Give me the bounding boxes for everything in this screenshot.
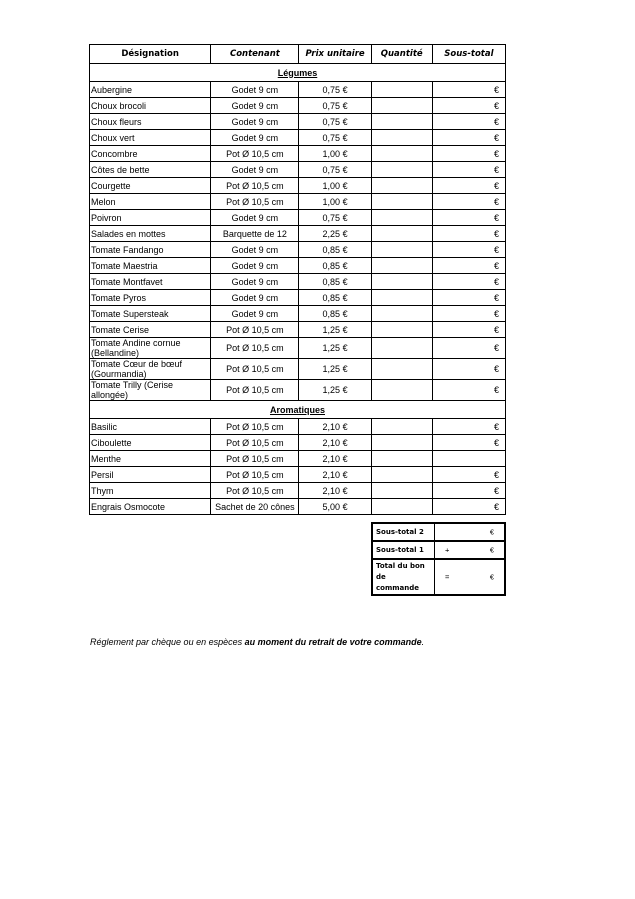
cell-designation: Persil — [90, 467, 211, 483]
cell-designation: Tomate Cœur de bœuf (Gourmandia) — [90, 359, 211, 380]
cell-prix-unitaire: 0,75 € — [299, 98, 371, 114]
cell-quantite[interactable] — [371, 226, 432, 242]
header-row — [90, 45, 506, 64]
subtotal-1-row — [372, 541, 505, 559]
cell-prix-unitaire: 0,75 € — [299, 162, 371, 178]
cell-prix-unitaire: 0,85 € — [299, 274, 371, 290]
table-row — [90, 290, 506, 306]
subtotal-2-currency: € — [489, 527, 494, 537]
cell-designation: Menthe — [90, 451, 211, 467]
table-row — [90, 114, 506, 130]
table-row — [90, 242, 506, 258]
cell-quantite[interactable] — [371, 114, 432, 130]
cell-prix-unitaire: 1,00 € — [299, 146, 371, 162]
cell-designation: Ciboulette — [90, 435, 211, 451]
aromatiques-section — [90, 401, 506, 515]
legumes-section — [90, 64, 506, 401]
cell-sous-total: € — [432, 322, 505, 338]
table-row — [90, 483, 506, 499]
cell-designation: Basilic — [90, 419, 211, 435]
cell-quantite[interactable] — [371, 499, 432, 515]
cell-contenant: Pot Ø 10,5 cm — [211, 146, 299, 162]
table-row — [90, 274, 506, 290]
order-table — [89, 44, 506, 515]
cell-sous-total: € — [432, 274, 505, 290]
cell-sous-total: € — [432, 82, 505, 98]
cell-contenant: Godet 9 cm — [211, 114, 299, 130]
cell-contenant: Pot Ø 10,5 cm — [211, 435, 299, 451]
header-prix-unitaire: Prix unitaire — [299, 45, 371, 64]
cell-prix-unitaire: 1,00 € — [299, 194, 371, 210]
header-sous-total: Sous-total — [432, 45, 505, 64]
cell-quantite[interactable] — [371, 435, 432, 451]
cell-sous-total: € — [432, 306, 505, 322]
cell-sous-total: € — [432, 499, 505, 515]
cell-sous-total: € — [432, 194, 505, 210]
cell-contenant: Godet 9 cm — [211, 258, 299, 274]
total-currency: € — [489, 572, 494, 582]
cell-quantite[interactable] — [371, 451, 432, 467]
cell-designation: Tomate Maestria — [90, 258, 211, 274]
table-row — [90, 419, 506, 435]
cell-contenant: Pot Ø 10,5 cm — [211, 467, 299, 483]
cell-prix-unitaire: 0,85 € — [299, 290, 371, 306]
cell-designation: Engrais Osmocote — [90, 499, 211, 515]
cell-quantite[interactable] — [371, 162, 432, 178]
cell-prix-unitaire: 0,85 € — [299, 242, 371, 258]
table-row — [90, 82, 506, 98]
table-row — [90, 306, 506, 322]
cell-sous-total: € — [432, 338, 505, 359]
cell-prix-unitaire: 1,25 € — [299, 380, 371, 401]
cell-sous-total: € — [432, 178, 505, 194]
cell-contenant: Godet 9 cm — [211, 210, 299, 226]
total-value[interactable] — [435, 559, 506, 595]
cell-quantite[interactable] — [371, 380, 432, 401]
cell-contenant: Godet 9 cm — [211, 162, 299, 178]
cell-designation: Côtes de bette — [90, 162, 211, 178]
cell-sous-total: € — [432, 146, 505, 162]
cell-prix-unitaire: 0,85 € — [299, 258, 371, 274]
cell-prix-unitaire: 0,75 € — [299, 210, 371, 226]
cell-sous-total: € — [432, 162, 505, 178]
subtotal-2-value[interactable] — [435, 523, 506, 541]
cell-prix-unitaire: 2,10 € — [299, 467, 371, 483]
cell-contenant: Godet 9 cm — [211, 98, 299, 114]
cell-designation: Choux vert — [90, 130, 211, 146]
cell-sous-total: € — [432, 114, 505, 130]
totals-box — [371, 522, 506, 596]
cell-quantite[interactable] — [371, 290, 432, 306]
cell-contenant: Barquette de 12 — [211, 226, 299, 242]
cell-designation: Tomate Pyros — [90, 290, 211, 306]
cell-quantite[interactable] — [371, 82, 432, 98]
cell-prix-unitaire: 1,00 € — [299, 178, 371, 194]
cell-prix-unitaire: 0,75 € — [299, 130, 371, 146]
cell-sous-total: € — [432, 359, 505, 380]
cell-prix-unitaire: 2,10 € — [299, 435, 371, 451]
cell-quantite[interactable] — [371, 242, 432, 258]
subtotal-1-value[interactable] — [435, 541, 506, 559]
cell-designation: Courgette — [90, 178, 211, 194]
cell-quantite[interactable] — [371, 467, 432, 483]
cell-prix-unitaire: 2,25 € — [299, 226, 371, 242]
table-row — [90, 226, 506, 242]
subtotal-1-currency: € — [489, 545, 494, 555]
cell-contenant: Godet 9 cm — [211, 290, 299, 306]
cell-designation: Choux brocoli — [90, 98, 211, 114]
subtotal-2-row — [372, 523, 505, 541]
table-row — [90, 162, 506, 178]
table-row — [90, 130, 506, 146]
cell-designation: Aubergine — [90, 82, 211, 98]
cell-quantite[interactable] — [371, 322, 432, 338]
cell-quantite[interactable] — [371, 483, 432, 499]
cell-prix-unitaire: 1,25 € — [299, 359, 371, 380]
cell-contenant: Pot Ø 10,5 cm — [211, 483, 299, 499]
table-row — [90, 194, 506, 210]
cell-prix-unitaire: 0,75 € — [299, 114, 371, 130]
cell-quantite[interactable] — [371, 210, 432, 226]
cell-contenant: Pot Ø 10,5 cm — [211, 380, 299, 401]
cell-contenant: Godet 9 cm — [211, 130, 299, 146]
payment-note-emphasis: au moment du retrait de votre commande — [244, 637, 422, 647]
cell-designation: Tomate Supersteak — [90, 306, 211, 322]
cell-quantite[interactable] — [371, 178, 432, 194]
cell-sous-total: € — [432, 98, 505, 114]
cell-designation: Salades en mottes — [90, 226, 211, 242]
table-row — [90, 258, 506, 274]
cell-contenant: Godet 9 cm — [211, 82, 299, 98]
cell-designation: Tomate Fandango — [90, 242, 211, 258]
cell-prix-unitaire: 0,85 € — [299, 306, 371, 322]
header-quantite: Quantité — [371, 45, 432, 64]
cell-sous-total: € — [432, 210, 505, 226]
cell-contenant: Pot Ø 10,5 cm — [211, 338, 299, 359]
table-row — [90, 146, 506, 162]
cell-quantite[interactable] — [371, 98, 432, 114]
cell-contenant: Godet 9 cm — [211, 274, 299, 290]
cell-sous-total: € — [432, 467, 505, 483]
cell-sous-total — [432, 451, 505, 467]
table-row — [90, 499, 506, 515]
cell-sous-total: € — [432, 242, 505, 258]
cell-quantite[interactable] — [371, 306, 432, 322]
cell-prix-unitaire: 2,10 € — [299, 483, 371, 499]
subtotal-1-label: Sous-total 1 — [372, 541, 435, 559]
cell-contenant: Pot Ø 10,5 cm — [211, 194, 299, 210]
cell-prix-unitaire: 2,10 € — [299, 451, 371, 467]
cell-contenant: Pot Ø 10,5 cm — [211, 419, 299, 435]
table-row — [90, 451, 506, 467]
table-row — [90, 322, 506, 338]
subtotal-2-label: Sous-total 2 — [372, 523, 435, 541]
cell-designation: Poivron — [90, 210, 211, 226]
cell-designation: Choux fleurs — [90, 114, 211, 130]
cell-quantite[interactable] — [371, 146, 432, 162]
cell-contenant: Pot Ø 10,5 cm — [211, 451, 299, 467]
cell-designation: Tomate Cerise — [90, 322, 211, 338]
cell-prix-unitaire: 1,25 € — [299, 338, 371, 359]
cell-quantite[interactable] — [371, 274, 432, 290]
table-row — [90, 210, 506, 226]
cell-contenant: Pot Ø 10,5 cm — [211, 359, 299, 380]
cell-designation: Thym — [90, 483, 211, 499]
total-row — [372, 559, 505, 595]
cell-sous-total: € — [432, 258, 505, 274]
cell-contenant: Pot Ø 10,5 cm — [211, 322, 299, 338]
table-row — [90, 98, 506, 114]
table-row — [90, 359, 506, 380]
table-row — [90, 467, 506, 483]
cell-designation: Melon — [90, 194, 211, 210]
table-row — [90, 435, 506, 451]
cell-prix-unitaire: 5,00 € — [299, 499, 371, 515]
cell-sous-total: € — [432, 226, 505, 242]
cell-prix-unitaire: 0,75 € — [299, 82, 371, 98]
header-contenant: Contenant — [211, 45, 299, 64]
cell-prix-unitaire: 2,10 € — [299, 419, 371, 435]
cell-quantite[interactable] — [371, 338, 432, 359]
cell-quantite[interactable] — [371, 258, 432, 274]
cell-quantite[interactable] — [371, 130, 432, 146]
cell-contenant: Godet 9 cm — [211, 242, 299, 258]
cell-sous-total: € — [432, 290, 505, 306]
cell-quantite[interactable] — [371, 419, 432, 435]
cell-sous-total: € — [432, 435, 505, 451]
cell-contenant: Pot Ø 10,5 cm — [211, 178, 299, 194]
cell-sous-total: € — [432, 483, 505, 499]
section-title-legumes: Légumes — [90, 64, 506, 82]
cell-designation: Tomate Trilly (Cerise allongée) — [90, 380, 211, 401]
total-symbol: = — [445, 572, 450, 582]
cell-designation: Tomate Andine cornue (Bellandine) — [90, 338, 211, 359]
payment-note — [90, 637, 424, 647]
cell-designation: Tomate Montfavet — [90, 274, 211, 290]
payment-note-end: . — [421, 637, 425, 647]
cell-quantite[interactable] — [371, 359, 432, 380]
cell-sous-total: € — [432, 419, 505, 435]
table-row — [90, 338, 506, 359]
section-title-aromatiques: Aromatiques — [90, 401, 506, 419]
table-row — [90, 178, 506, 194]
cell-contenant: Sachet de 20 cônes — [211, 499, 299, 515]
cell-designation: Concombre — [90, 146, 211, 162]
subtotal-1-symbol: + — [445, 545, 450, 555]
table-row — [90, 380, 506, 401]
header-designation: Désignation — [90, 45, 211, 64]
cell-sous-total: € — [432, 130, 505, 146]
cell-prix-unitaire: 1,25 € — [299, 322, 371, 338]
total-label: Total du bon de commande — [372, 559, 435, 595]
cell-contenant: Godet 9 cm — [211, 306, 299, 322]
cell-quantite[interactable] — [371, 194, 432, 210]
payment-note-part1: Réglement par chèque ou en espèces — [90, 637, 245, 647]
cell-sous-total: € — [432, 380, 505, 401]
